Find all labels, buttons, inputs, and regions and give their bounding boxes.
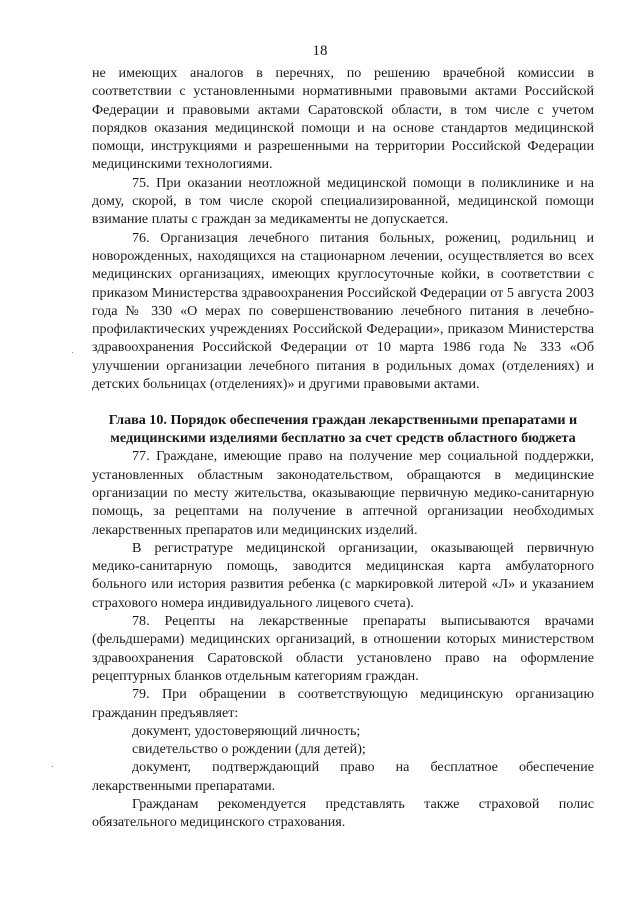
- paragraph-79: 79. При обращении в соответствующую медицинскую организацию гражданин предъявляет:: [92, 686, 594, 721]
- scan-speck: [52, 766, 53, 767]
- document-body: [92, 64, 594, 832]
- paragraph-77: 77. Граждане, имеющие право на получение мер социальной поддержки, установленных областным законодательством, обращаются в медицинские организации по месту жительства, оказывающие первичную медико-санитарную помощь, за рецептами на получение в аптечной организации необходимых лекарственных препаратов или медицинских изделий.: [92, 448, 594, 538]
- list-item: свидетельство о рождении (для детей);: [132, 741, 366, 758]
- paragraph-registry: В регистратуре медицинской организации, оказывающей первичную медико-санитарную помощь, заводится медицинская карта амбулаторного больного или история развития ребенка (с маркировкой литерой «Л» и указанием страхового номера индивидуального лицевого счета).: [92, 539, 594, 611]
- paragraph-75: 75. При оказании неотложной медицинской помощи в поликлинике и на дому, скорой, в том числе скорой специализированной, медицинской помощи взимание платы с граждан за медикаменты не допускается.: [92, 174, 594, 228]
- paragraph-76: 76. Организация лечебного питания больных, рожениц, родильниц и новорожденных, находящихся на стационарном лечении, осуществляется во всех медицинских организациях, имеющих круглосуточные койки, в соответствии с приказом Министерства здравоохранения Российской Федерации от 5 августа 2003 года № 330 «О мерах по совершенствованию лечебного питания в лечебно-профилактических учреждениях Российской Федерации», приказом Министерства здравоохранения Российской Федерации от 10 марта 1986 года № 333 «Об улучшении организации лечебного питания в родильных домах (отделениях) и детских больницах (отделениях)» и другими правовыми актами.: [92, 229, 594, 393]
- scan-speck: [72, 352, 73, 353]
- list-item: документ, подтверждающий право на бесплатное обеспечение лекарственными препаратами.: [92, 759, 594, 794]
- chapter-heading: Глава 10. Порядок обеспечения граждан лекарственными препаратами и медицинскими изделиями бесплатно за счет средств областного бюджета: [108, 412, 578, 447]
- page-number: 18: [312, 43, 328, 59]
- paragraph-78: 78. Рецепты на лекарственные препараты выписываются врачами (фельдшерами) медицинских организаций, в отношении которых министерством здравоохранения Саратовской области установлено право на оформление рецептурных бланков отдельным категориям граждан.: [92, 613, 594, 684]
- list-item: документ, удостоверяющий личность;: [132, 722, 361, 739]
- paragraph-closing: Гражданам рекомендуется представлять также страховой полис обязательного медицинского страхования.: [92, 795, 594, 831]
- paragraph-continuation: не имеющих аналогов в перечнях, по решению врачебной комиссии в соответствии с установленными нормативными правовыми актами Российской Федерации и правовыми актами Саратовской области, в том числе с учетом порядков оказания медицинской помощи и на основе стандартов медицинской помощи, инструкциями и разрешенными на территории Российской Федерации медицинскими технологиями.: [92, 65, 594, 173]
